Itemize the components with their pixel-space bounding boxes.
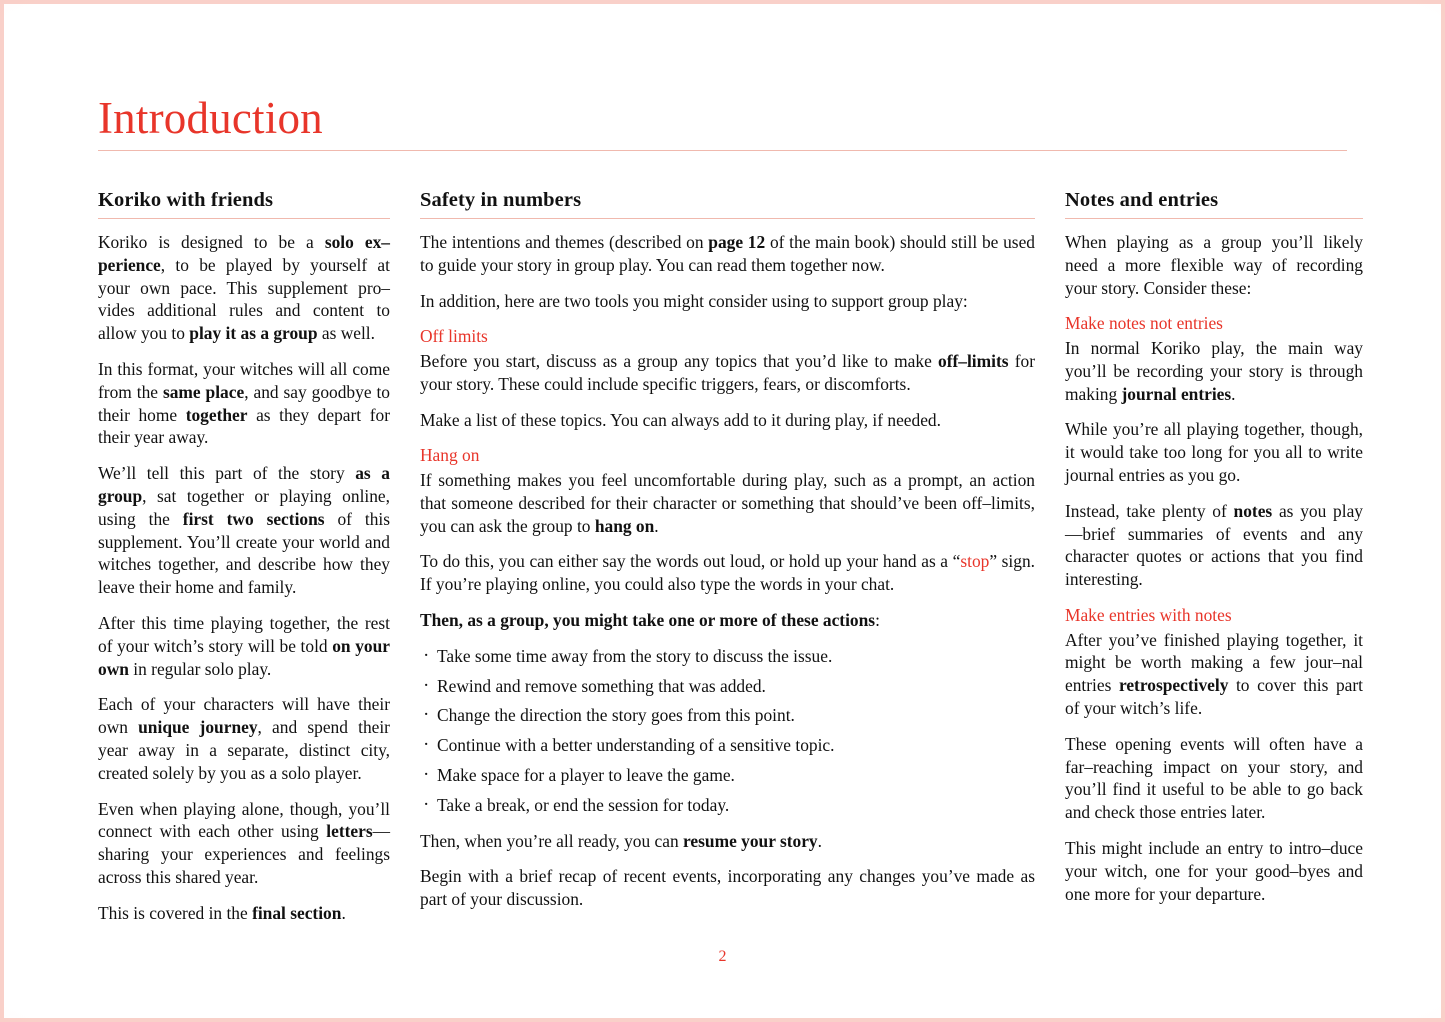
paragraph: Koriko is designed to be a solo ex–perience, to be played by yourself at your own pace. This supplement pro–vides additional rules and content to allow you to play it as a group as well. xyxy=(98,232,390,344)
column-safety-in-numbers xyxy=(420,189,1035,925)
paragraph: Even when playing alone, though, you’ll connect with each other using letters—sharing your experiences and feelings across this shared year. xyxy=(98,798,390,887)
column-koriko-with-friends xyxy=(98,189,390,925)
content-columns xyxy=(60,151,1385,925)
paragraph: In normal Koriko play, the main way you’ll be recording your story is through making journal entries. xyxy=(1065,338,1363,404)
paragraph: This might include an entry to intro–duce your witch, one for your good–byes and one more for your departure. xyxy=(1065,837,1363,904)
page-title: Introduction xyxy=(98,93,323,143)
paragraph: Begin with a brief recap of recent events, incorporating any changes you’ve made as part of your discussion. xyxy=(420,866,1035,910)
column-heading: Safety in numbers xyxy=(420,189,582,211)
paragraph: When playing as a group you’ll likely need a more flexible way of recording your story. Consider these: xyxy=(1065,232,1363,298)
subheading-off-limits: Off limits xyxy=(420,326,488,347)
list-item: · Make space for a player to leave the game. xyxy=(420,764,1035,787)
paragraph: In addition, here are two tools you might consider using to support group play: xyxy=(420,290,968,311)
paragraph: These opening events will often have a far–reaching impact on your story, and you’ll find it useful to be able to go back and check those entries later. xyxy=(1065,733,1363,823)
paragraph: After you’ve finished playing together, it might be worth making a few jour–nal entries retrospectively to cover this part of your witch’s life. xyxy=(1065,629,1364,718)
list-item: · Change the direction the story goes from this point. xyxy=(420,704,1035,727)
heading-divider xyxy=(1065,218,1363,219)
paragraph: Make a list of these topics. You can always add to it during play, if needed. xyxy=(420,409,941,430)
paragraph: Each of your characters will have their own unique journey, and spend their year away in a separate, distinct city, created solely by you as a solo player. xyxy=(98,694,390,783)
list-item: · Rewind and remove something that was added. xyxy=(420,675,1035,698)
subheading-make-notes-not-entries: Make notes not entries xyxy=(1065,313,1223,334)
paragraph: While you’re all playing together, though, it would take too long for you all to write journal entries as you go. xyxy=(1065,419,1363,485)
paragraph: In this format, your witches will all come from the same place, and say goodbye to their home together as they depart for their year away. xyxy=(98,358,391,448)
column-heading: Notes and entries xyxy=(1065,189,1219,211)
list-item: · Take a break, or end the session for today. xyxy=(420,794,1035,817)
paragraph: We’ll tell this part of the story as a group, sat together or playing online, using the first two sections of this supplement. You’ll create your world and witches together, and describe how they leave their home and family. xyxy=(98,463,391,598)
page-number: 2 xyxy=(718,948,727,965)
paragraph: The intentions and themes (described on page 12 of the main book) should still be used to guide your story in group play. You can read them together now. xyxy=(420,232,1035,275)
column-notes-and-entries xyxy=(1065,189,1363,925)
paragraph: Instead, take plenty of notes as you play—brief summaries of events and any character quotes or actions that you find interesting. xyxy=(1065,500,1363,590)
paragraph: This is covered in the final section. xyxy=(98,902,346,923)
list-item: · Take some time away from the story to discuss the issue. xyxy=(420,645,1035,668)
paragraph: Then, when you’re all ready, you can resume your story. xyxy=(420,830,822,851)
column-heading: Koriko with friends xyxy=(98,189,274,211)
paragraph: Before you start, discuss as a group any topics that you’d like to make off–limits for your story. These could include specific triggers, fears, or discomforts. xyxy=(420,351,1035,394)
subheading-make-entries-with-notes: Make entries with notes xyxy=(1065,604,1232,625)
list-item: · Continue with a better understanding of a sensitive topic. xyxy=(420,734,1035,757)
actions-lead: Then, as a group, you might take one or more of these actions: xyxy=(420,610,880,631)
subheading-hang-on: Hang on xyxy=(420,445,480,466)
paragraph: If something makes you feel uncomfortable during play, such as a prompt, an action that someone described for their character or something that should’ve been off–limits, you can ask the group to hang on. xyxy=(420,470,1035,536)
page-sheet xyxy=(60,40,1385,992)
paragraph: To do this, you can either say the words out loud, or hold up your hand as a “stop” sign. If you’re playing online, you could also type the words in your chat. xyxy=(420,551,1035,595)
heading-divider xyxy=(420,218,1035,219)
paragraph: After this time playing together, the rest of your witch’s story will be told on your own in regular solo play. xyxy=(98,612,390,679)
heading-divider xyxy=(98,218,390,219)
actions-list xyxy=(420,645,1035,817)
